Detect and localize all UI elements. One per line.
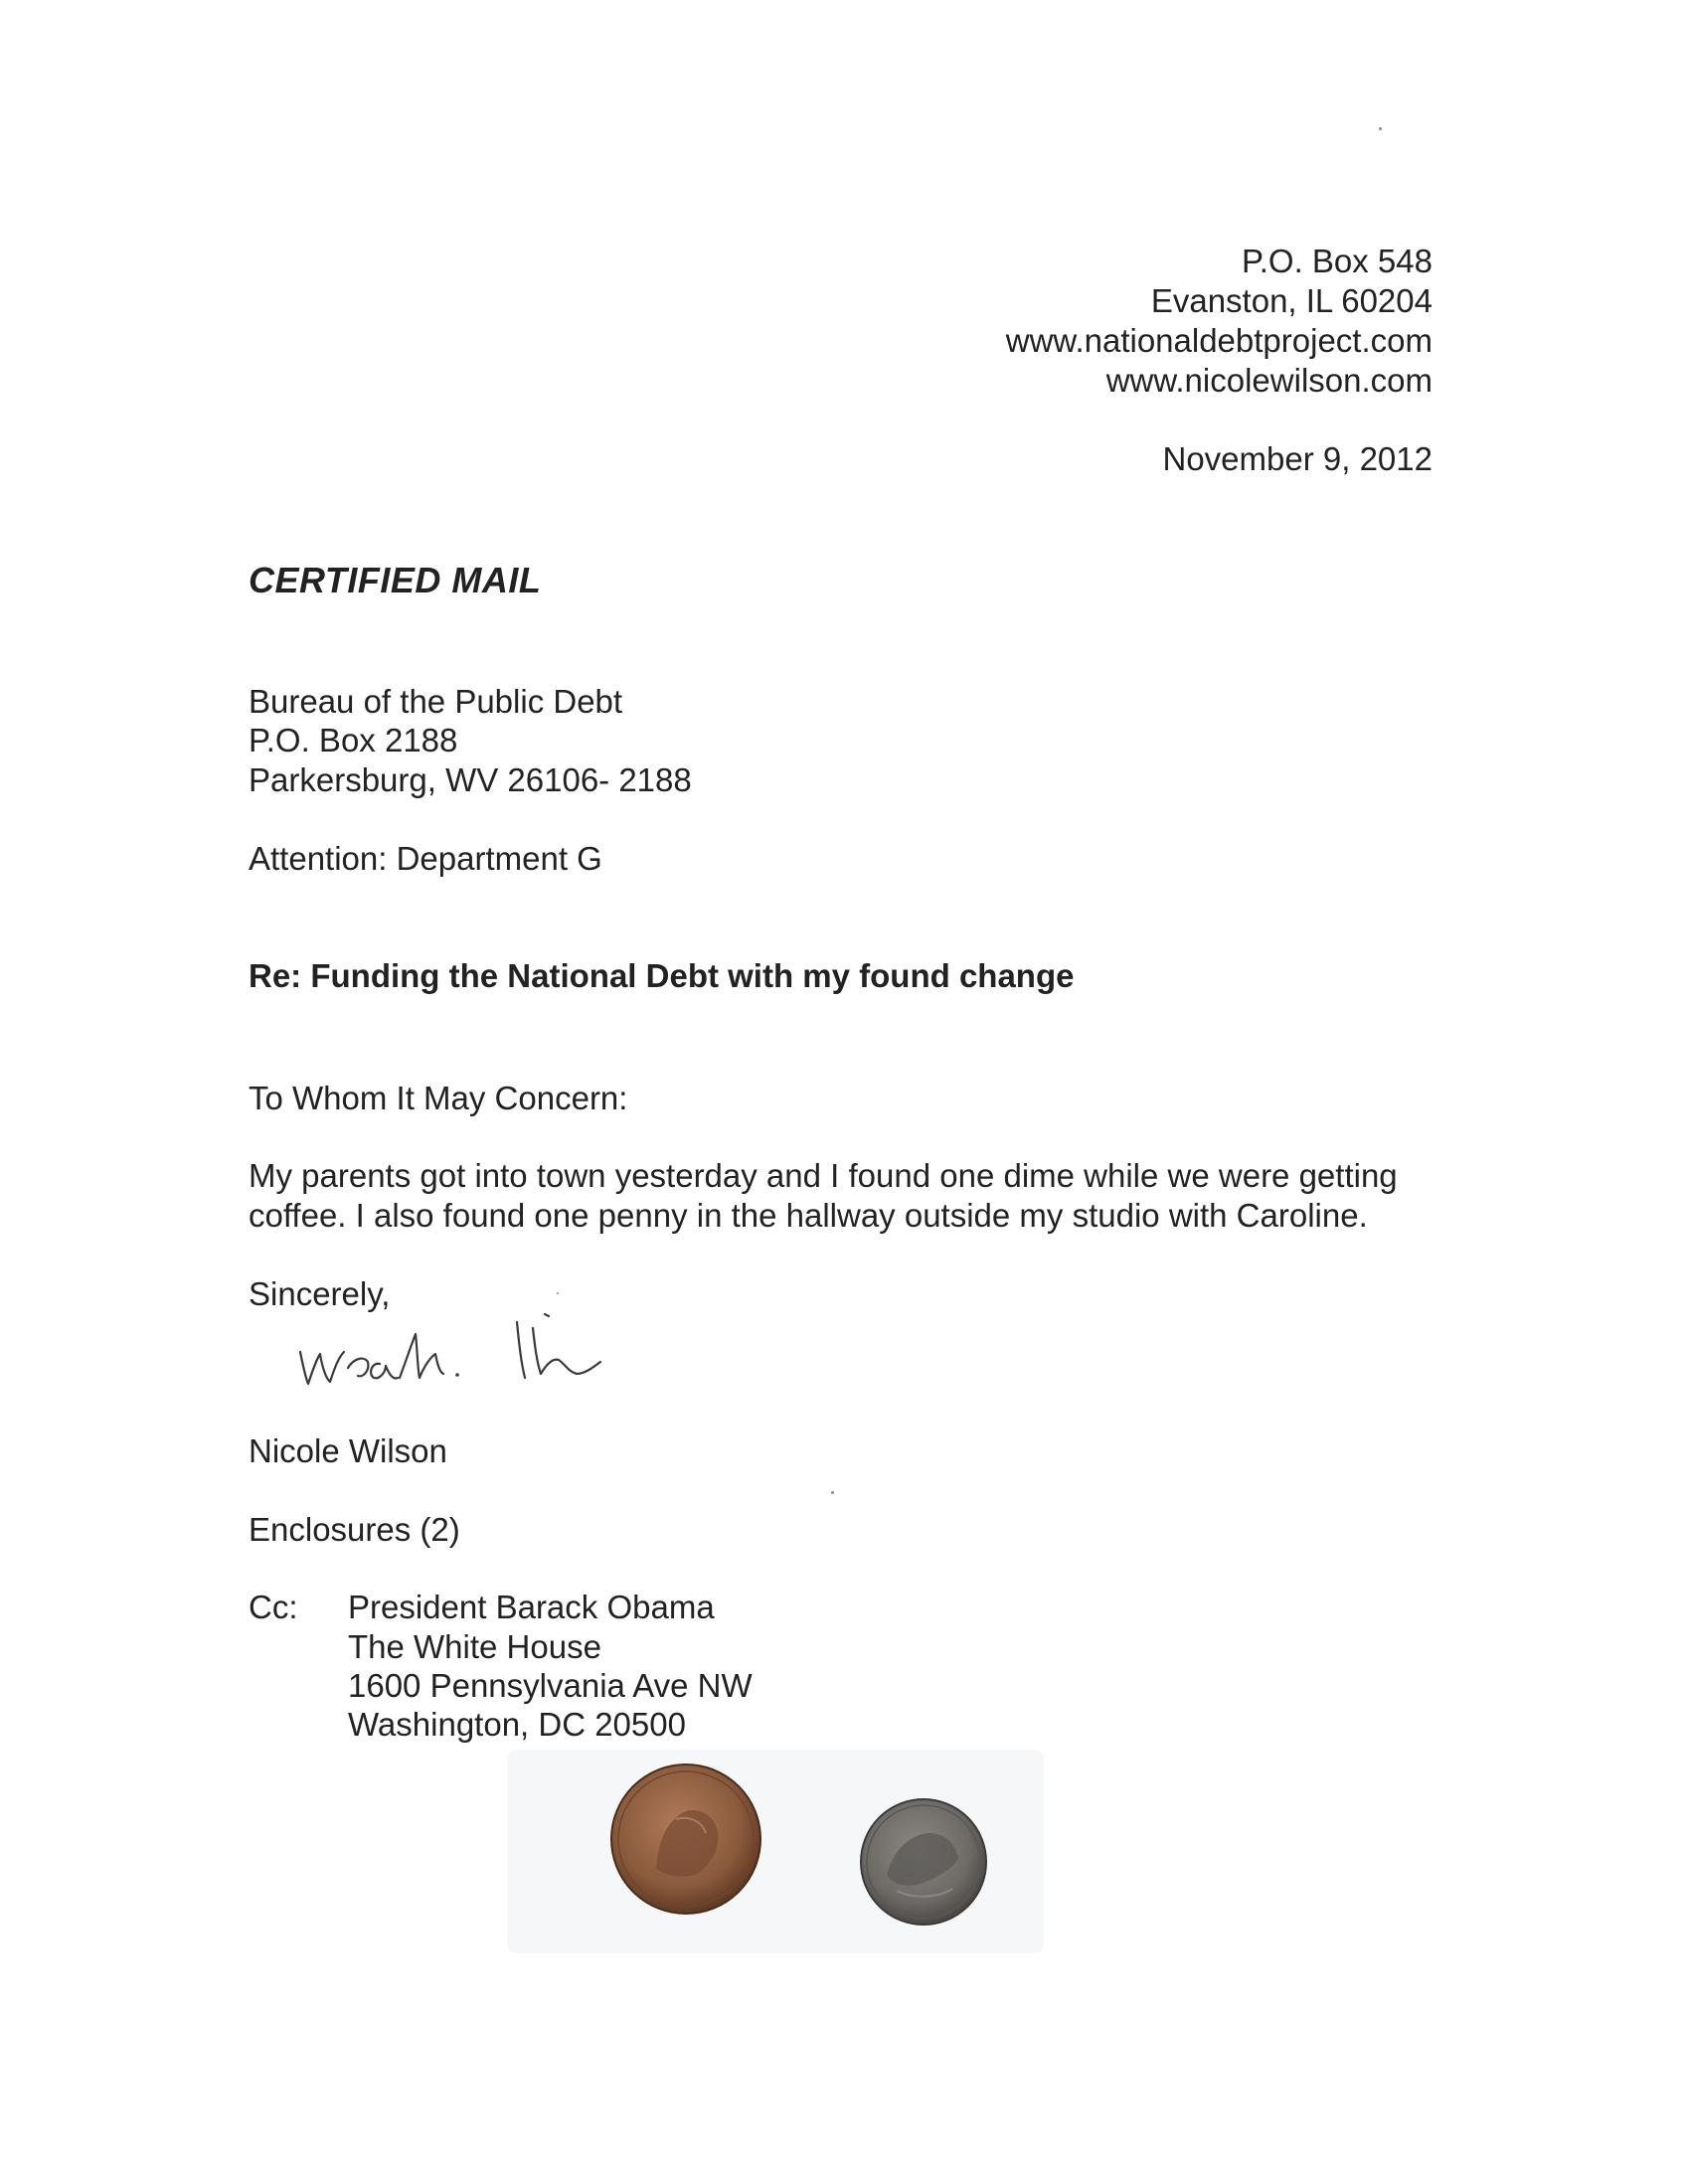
subject-line: Re: Funding the National Debt with my found change (249, 957, 1075, 994)
letter-date: November 9, 2012 (1162, 440, 1433, 477)
dime-coin-icon (857, 1795, 991, 1930)
scan-speck (831, 1491, 834, 1494)
recipient-attention: Attention: Department G (249, 840, 602, 877)
sender-website-personal: www.nicolewilson.com (1105, 362, 1433, 399)
certified-mail-heading: CERTIFIED MAIL (249, 560, 542, 600)
recipient-address-line2: Parkersburg, WV 26106- 2188 (249, 761, 692, 798)
cc-line-1: President Barack Obama (348, 1589, 715, 1625)
recipient-name: Bureau of the Public Debt (249, 683, 623, 720)
penny-coin-icon (606, 1760, 765, 1919)
body-line-1: My parents got into town yesterday and I found one dime while we were getting (249, 1157, 1398, 1194)
scan-speck (1379, 127, 1382, 130)
handwritten-signature (288, 1282, 726, 1402)
salutation: To Whom It May Concern: (249, 1080, 628, 1116)
signer-name: Nicole Wilson (249, 1432, 447, 1469)
cc-line-2: The White House (348, 1628, 601, 1665)
body-line-2: coffee. I also found one penny in the hallway outside my studio with Caroline. (249, 1197, 1368, 1234)
cc-line-3: 1600 Pennsylvania Ave NW (348, 1667, 753, 1704)
cc-label: Cc: (249, 1589, 298, 1625)
cc-line-4: Washington, DC 20500 (348, 1706, 686, 1743)
enclosures-note: Enclosures (2) (249, 1511, 460, 1548)
sender-address-line2: Evanston, IL 60204 (1150, 282, 1433, 319)
closing: Sincerely, (249, 1275, 391, 1312)
sender-website-national-debt: www.nationaldebtproject.com (1005, 322, 1433, 359)
sender-address-line1: P.O. Box 548 (1241, 243, 1433, 279)
recipient-address-line1: P.O. Box 2188 (249, 722, 458, 758)
scan-speck (557, 1292, 559, 1294)
